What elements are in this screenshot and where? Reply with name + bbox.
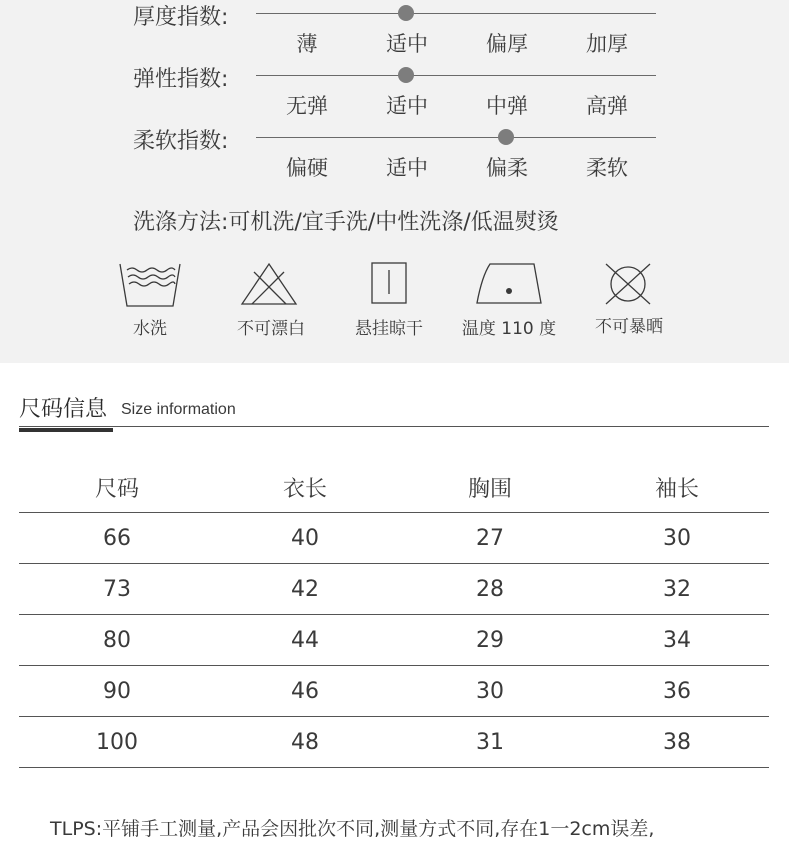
column-header: 尺码 <box>19 463 215 513</box>
table-cell: 28 <box>395 564 585 615</box>
elasticity-option: 中弹 <box>486 94 528 118</box>
table-cell: 30 <box>395 666 585 717</box>
elasticity-option: 无弹 <box>286 94 328 118</box>
table-cell: 73 <box>19 564 215 615</box>
care-label-no-sun: 不可暴晒 <box>595 317 663 337</box>
thickness-option: 偏厚 <box>486 32 528 56</box>
table-header-row <box>19 463 769 513</box>
wash-method: 洗涤方法:可机洗/宜手洗/中性洗涤/低温熨烫 <box>133 210 559 235</box>
table-cell: 30 <box>585 513 769 564</box>
softness-option: 适中 <box>386 156 428 180</box>
table-cell: 80 <box>19 615 215 666</box>
table-cell: 40 <box>215 513 395 564</box>
softness-index-label: 柔软指数: <box>133 129 229 154</box>
table-cell: 32 <box>585 564 769 615</box>
care-label-hang-dry: 悬挂晾干 <box>355 319 423 339</box>
fabric-index-panel <box>0 0 789 363</box>
iron-icon <box>476 262 542 304</box>
table-row <box>19 615 769 666</box>
care-label-no-bleach: 不可漂白 <box>237 319 305 339</box>
table-cell: 31 <box>395 717 585 768</box>
title-accent-bar <box>19 428 113 432</box>
table-cell: 44 <box>215 615 395 666</box>
table-cell: 48 <box>215 717 395 768</box>
elasticity-option: 高弹 <box>586 94 628 118</box>
table-cell: 36 <box>585 666 769 717</box>
hang-dry-icon <box>371 262 407 304</box>
table-cell: 42 <box>215 564 395 615</box>
column-header: 袖长 <box>585 463 769 513</box>
no-bleach-icon <box>240 262 298 306</box>
size-section-title: 尺码信息 <box>19 397 108 422</box>
table-cell: 29 <box>395 615 585 666</box>
washtub-icon <box>119 262 181 308</box>
elasticity-index-label: 弹性指数: <box>133 67 229 92</box>
softness-option: 偏柔 <box>486 156 528 180</box>
size-section-subtitle: Size information <box>121 401 236 418</box>
table-row <box>19 513 769 564</box>
table-cell: 100 <box>19 717 215 768</box>
thickness-index-label: 厚度指数: <box>133 5 229 30</box>
table-cell: 27 <box>395 513 585 564</box>
thickness-option: 适中 <box>386 32 428 56</box>
column-header: 衣长 <box>215 463 395 513</box>
elasticity-index-scale <box>256 75 656 76</box>
softness-option: 柔软 <box>586 156 628 180</box>
softness-index-marker <box>498 129 514 145</box>
size-table <box>19 463 769 768</box>
no-tumble-dry-icon <box>604 262 652 306</box>
thickness-option: 薄 <box>296 32 318 56</box>
table-row <box>19 717 769 768</box>
thickness-index-scale <box>256 13 656 14</box>
table-cell: 38 <box>585 717 769 768</box>
softness-option: 偏硬 <box>286 156 328 180</box>
care-label-iron: 温度 110 度 <box>461 319 557 339</box>
table-cell: 90 <box>19 666 215 717</box>
elasticity-index-marker <box>398 67 414 83</box>
care-label-wash: 水洗 <box>133 319 167 339</box>
table-row <box>19 564 769 615</box>
elasticity-option: 适中 <box>386 94 428 118</box>
title-divider <box>19 426 769 427</box>
table-row <box>19 666 769 717</box>
thickness-option: 加厚 <box>586 32 628 56</box>
column-header: 胸围 <box>395 463 585 513</box>
measurement-tips: TLPS:平铺手工测量,产品会因批次不同,测量方式不同,存在1一2cm误差, <box>50 818 655 840</box>
table-cell: 46 <box>215 666 395 717</box>
table-cell: 34 <box>585 615 769 666</box>
table-cell: 66 <box>19 513 215 564</box>
thickness-index-marker <box>398 5 414 21</box>
softness-index-scale <box>256 137 656 138</box>
